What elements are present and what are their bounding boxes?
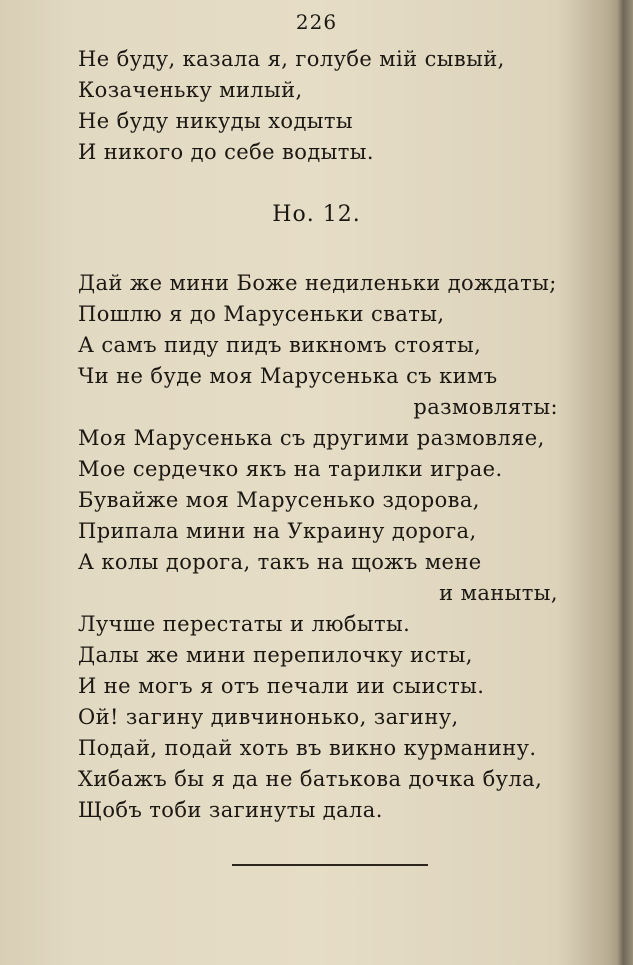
text-line: Подай, подай хоть въ викно курманину.: [78, 736, 537, 760]
text-line: А самъ пиду пидъ викномъ стояты,: [78, 333, 482, 357]
text-line: Чи не буде моя Марусенька съ кимъ: [78, 364, 498, 388]
text-line: А колы дорога, такъ на щожъ мене: [78, 550, 482, 574]
text-line: Лучше перестаты и любыты.: [78, 612, 411, 636]
song-heading: Но. 12.: [272, 202, 361, 227]
text-line-continuation: размовляты:: [413, 395, 558, 419]
text-line: Пошлю я до Марусеньки сваты,: [78, 302, 445, 326]
page-number: 226: [295, 10, 338, 34]
text-line: Щобъ тоби загинуты дала.: [78, 798, 383, 822]
text-line: Ой! загину дивчинонько, загину,: [78, 705, 459, 729]
page-edge: [617, 0, 633, 965]
poem-body: [78, 268, 558, 826]
text-line: Козаченьку милый,: [78, 78, 303, 102]
text-line: Не буду никуды ходыты: [78, 109, 354, 133]
end-rule: [232, 864, 428, 866]
text-line-continuation: и маныты,: [439, 581, 558, 605]
text-line: Не буду, казала я, голубе мій сывый,: [78, 47, 505, 71]
text-line: И никого до себе водыты.: [78, 140, 374, 164]
top-stanza: [78, 44, 558, 168]
text-line: Хибажъ бы я да не батькова дочка була,: [78, 767, 543, 791]
text-line: И не могъ я отъ печали ии сыисты.: [78, 674, 485, 698]
text-line: Припала мини на Украину дорога,: [78, 519, 477, 543]
text-line: Дай же мини Боже недиленьки дождаты;: [78, 271, 557, 295]
text-line: Далы же мини перепилочку исты,: [78, 643, 473, 667]
text-line: Мое сердечко якъ на тарилки играе.: [78, 457, 503, 481]
text-line: Бувайже моя Марусенько здорова,: [78, 488, 480, 512]
text-line: Моя Марусенька съ другими размовляе,: [78, 426, 545, 450]
